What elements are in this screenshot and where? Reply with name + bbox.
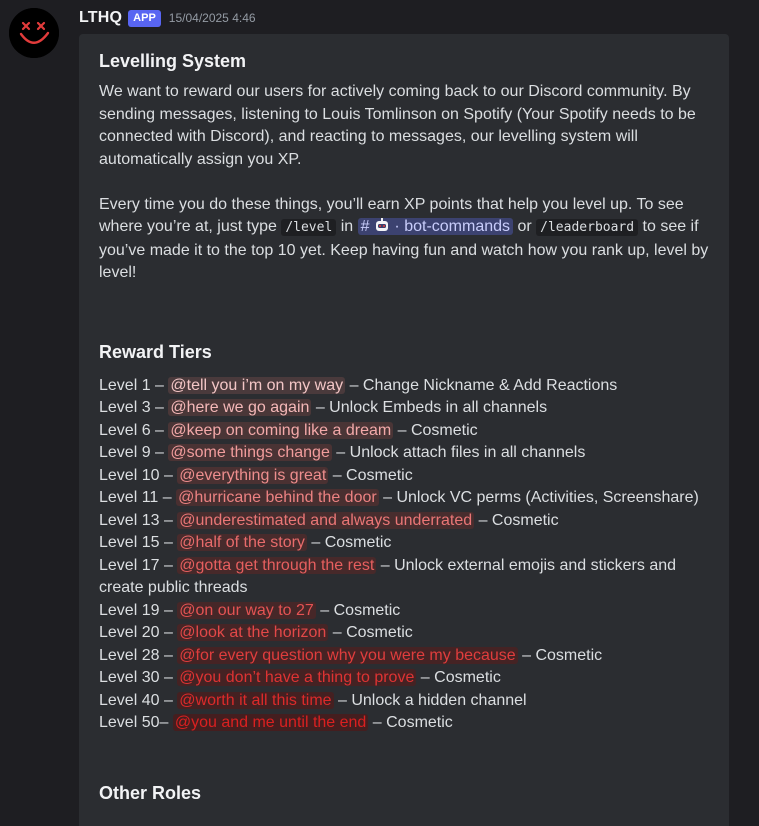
- channel-name: bot-commands: [404, 218, 511, 235]
- tier-row: [99, 690, 709, 713]
- paragraph-text: Every time you do these things, you’ll earn XP points that help you level up. To see where you’re at, just type: [99, 195, 684, 235]
- channel-mention[interactable]: # · bot-commands: [358, 218, 513, 235]
- tier-row: [99, 465, 709, 488]
- tier-level: Level 15 –: [99, 534, 178, 551]
- tier-reward: – Unlock Embeds in all channels: [311, 399, 548, 416]
- tier-reward: – Change Nickname & Add Reactions: [345, 376, 618, 394]
- leaderboard-command: /leaderboard: [536, 219, 638, 236]
- paragraph-text: or: [513, 218, 537, 235]
- tier-row: [99, 510, 709, 533]
- role-mention[interactable]: @you and me until the end: [174, 714, 367, 731]
- tier-reward: – Cosmetic: [416, 669, 501, 686]
- role-mention[interactable]: @worth it all this time: [179, 691, 332, 709]
- tier-row: [99, 600, 709, 623]
- tier-level: Level 20 –: [99, 624, 178, 641]
- avatar-face-icon: [9, 8, 59, 58]
- role-mention[interactable]: @half of the story: [179, 534, 305, 551]
- tier-row: [99, 397, 709, 420]
- tier-reward: – Unlock external emojis and stickers and create public threads: [99, 556, 677, 596]
- hash-icon: #: [360, 218, 370, 235]
- tier-row: [99, 375, 709, 398]
- embed-title: Levelling System: [99, 51, 247, 71]
- tier-level: Level 28 –: [99, 646, 178, 664]
- role-mention[interactable]: @keep on coming like a dream: [170, 421, 392, 439]
- role-mention[interactable]: @gotta get through the rest: [179, 556, 375, 574]
- tier-level: Level 3 –: [99, 399, 169, 416]
- tier-level: Level 17 –: [99, 556, 178, 574]
- tier-level: Level 10 –: [99, 466, 178, 484]
- username[interactable]: LTHQ: [79, 9, 123, 26]
- role-mention[interactable]: @some things change: [170, 444, 330, 461]
- tier-level: Level 9 –: [99, 444, 169, 461]
- tier-reward: – Unlock VC perms (Activities, Screenshare): [378, 489, 699, 506]
- paragraph-text: to see if you’ve made it to the top 10 yet. Keep having fun and watch how you rank up, level by level!: [99, 218, 709, 281]
- tier-reward: – Cosmetic: [368, 714, 453, 731]
- tier-row: [99, 487, 709, 510]
- embed-paragraph-1: We want to reward our users for actively coming back to our Discord community. By sending messages, listening to Louis Tomlinson on Spotify (Your Spotify needs to be connected with Discord), and reacting to messages, our levelling system will automatically assign you XP.: [99, 83, 696, 168]
- tier-reward: – Unlock a hidden channel: [333, 691, 527, 709]
- tier-reward: – Cosmetic: [393, 421, 478, 439]
- role-mention[interactable]: @you don’t have a thing to prove: [179, 669, 415, 686]
- role-mention[interactable]: @tell you i’m on my way: [170, 376, 344, 394]
- paragraph-text: in: [336, 218, 358, 235]
- tier-reward: – Cosmetic: [328, 624, 413, 641]
- tier-level: Level 6 –: [99, 421, 169, 439]
- tier-level: Level 50–: [99, 714, 173, 731]
- role-mention[interactable]: @here we go again: [170, 399, 310, 416]
- robot-icon: [374, 217, 390, 233]
- tier-reward: – Cosmetic: [328, 466, 413, 484]
- tier-reward: – Cosmetic: [474, 511, 559, 529]
- other-roles-title: Other Roles: [99, 782, 202, 803]
- embed-paragraph-2: [99, 194, 709, 285]
- tier-reward: – Cosmetic: [306, 534, 392, 551]
- tier-level: Level 11 –: [99, 489, 177, 506]
- tier-level: Level 1 –: [99, 376, 169, 394]
- tier-row: [99, 532, 709, 555]
- tier-reward: – Cosmetic: [315, 601, 401, 619]
- app-badge: APP: [128, 10, 161, 27]
- tier-row: [99, 645, 709, 668]
- embed: [79, 34, 729, 826]
- tier-list: [99, 375, 709, 735]
- tier-level: Level 19 –: [99, 601, 178, 619]
- tier-level: Level 30 –: [99, 669, 178, 686]
- avatar[interactable]: [9, 8, 59, 58]
- tier-level: Level 40 –: [99, 691, 178, 709]
- role-mention[interactable]: @underestimated and always underrated: [179, 511, 473, 529]
- role-mention[interactable]: @hurricane behind the door: [178, 489, 377, 506]
- tier-row: [99, 442, 709, 465]
- role-mention[interactable]: @for every question why you were my because: [179, 646, 516, 664]
- tier-reward: – Cosmetic: [517, 646, 603, 664]
- level-command: /level: [281, 219, 336, 236]
- tier-level: Level 13 –: [99, 511, 178, 529]
- tier-row: [99, 420, 709, 443]
- tier-row: [99, 712, 709, 735]
- tier-row: [99, 622, 709, 645]
- role-mention[interactable]: @everything is great: [179, 466, 327, 484]
- role-mention[interactable]: @look at the horizon: [179, 624, 327, 641]
- tier-row: [99, 555, 709, 600]
- message-header: [79, 6, 256, 30]
- tier-row: [99, 667, 709, 690]
- tier-reward: – Unlock attach files in all channels: [331, 444, 586, 461]
- role-mention[interactable]: @on our way to 27: [179, 601, 314, 619]
- timestamp[interactable]: 15/04/2025 4:46: [168, 11, 256, 25]
- reward-tiers-title: Reward Tiers: [99, 341, 212, 362]
